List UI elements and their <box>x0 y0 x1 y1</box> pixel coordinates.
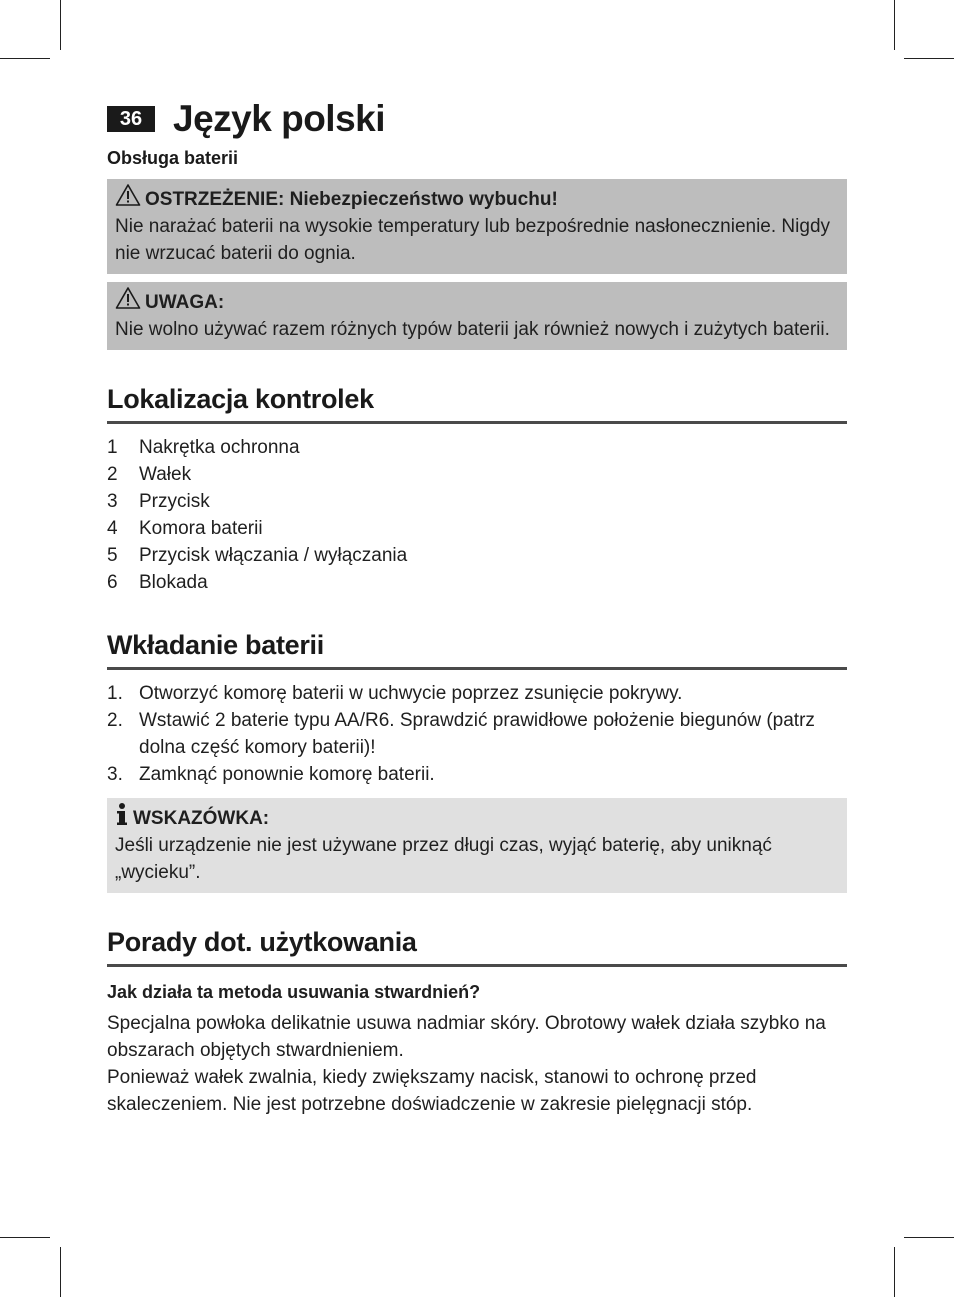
crop-mark <box>60 0 61 50</box>
insert-steps <box>107 680 847 788</box>
hint-title: WSKAZÓWKA: <box>133 807 270 829</box>
tips-question: Jak działa ta metoda usuwania stwardnień? <box>107 982 481 1002</box>
crop-mark <box>894 1247 895 1297</box>
battery-section-title: Obsługa baterii <box>107 148 239 168</box>
page-header <box>107 96 847 142</box>
crop-mark <box>894 0 895 50</box>
tips-paragraph: Ponieważ wałek zwalnia, kiedy zwiększamy nacisk, stanowi to ochronę przed skaleczeniem. Nie jest potrzebne doświadczenie w zakresie pielęgnacji stóp. <box>107 1067 757 1115</box>
list-item: 4 Komora baterii <box>107 518 263 539</box>
tips-paragraph: Specjalna powłoka delikatnie usuwa nadmiar skóry. Obrotowy wałek działa szybko na obszarach objętych stwardnieniem. <box>107 1013 826 1061</box>
hint-box <box>107 798 847 893</box>
crop-mark <box>0 58 50 59</box>
insert-heading: Wkładanie baterii <box>107 630 847 670</box>
crop-mark <box>904 1237 954 1238</box>
page-title: Język polski <box>173 98 386 139</box>
warning-triangle-icon <box>115 183 141 215</box>
page-number: 36 <box>107 106 155 132</box>
warning-title: OSTRZEŻENIE: Niebezpieczeństwo wybuchu! <box>145 188 558 210</box>
hint-text: Jeśli urządzenie nie jest używane przez długi czas, wyjąć baterię, aby uniknąć „wycieku”. <box>115 835 772 883</box>
list-item: 2. Wstawić 2 baterie typu AA/R6. Sprawdzić prawidłowe położenie biegunów (patrz dolna część komory baterii)! <box>107 710 815 758</box>
crop-mark <box>904 58 954 59</box>
list-item: 2 Wałek <box>107 464 192 485</box>
caution-title: UWAGA: <box>145 291 225 313</box>
list-item: 6 Blokada <box>107 572 208 593</box>
warning-triangle-icon <box>115 286 141 318</box>
list-item: 5 Przycisk włączania / wyłączania <box>107 545 408 566</box>
tips-heading: Porady dot. użytkowania <box>107 927 847 967</box>
caution-text: Nie wolno używać razem różnych typów baterii jak również nowych i zużytych baterii. <box>115 319 830 340</box>
controls-heading: Lokalizacja kontrolek <box>107 384 847 424</box>
list-item: 1. Otworzyć komorę baterii w uchwycie poprzez zsunięcie pokrywy. <box>107 683 683 704</box>
page-content <box>107 96 847 1118</box>
list-item: 3 Przycisk <box>107 491 210 512</box>
caution-box <box>107 282 847 350</box>
crop-mark <box>60 1247 61 1297</box>
warning-box <box>107 179 847 274</box>
warning-text: Nie narażać baterii na wysokie temperatury lub bezpośrednie nasłonecznienie. Nigdy nie wrzucać baterii do ognia. <box>115 216 831 264</box>
list-item: 3. Zamknąć ponownie komorę baterii. <box>107 764 435 785</box>
controls-list <box>107 434 847 596</box>
info-icon <box>115 802 129 834</box>
list-item: 1 Nakrętka ochronna <box>107 437 300 458</box>
crop-mark <box>0 1237 50 1238</box>
